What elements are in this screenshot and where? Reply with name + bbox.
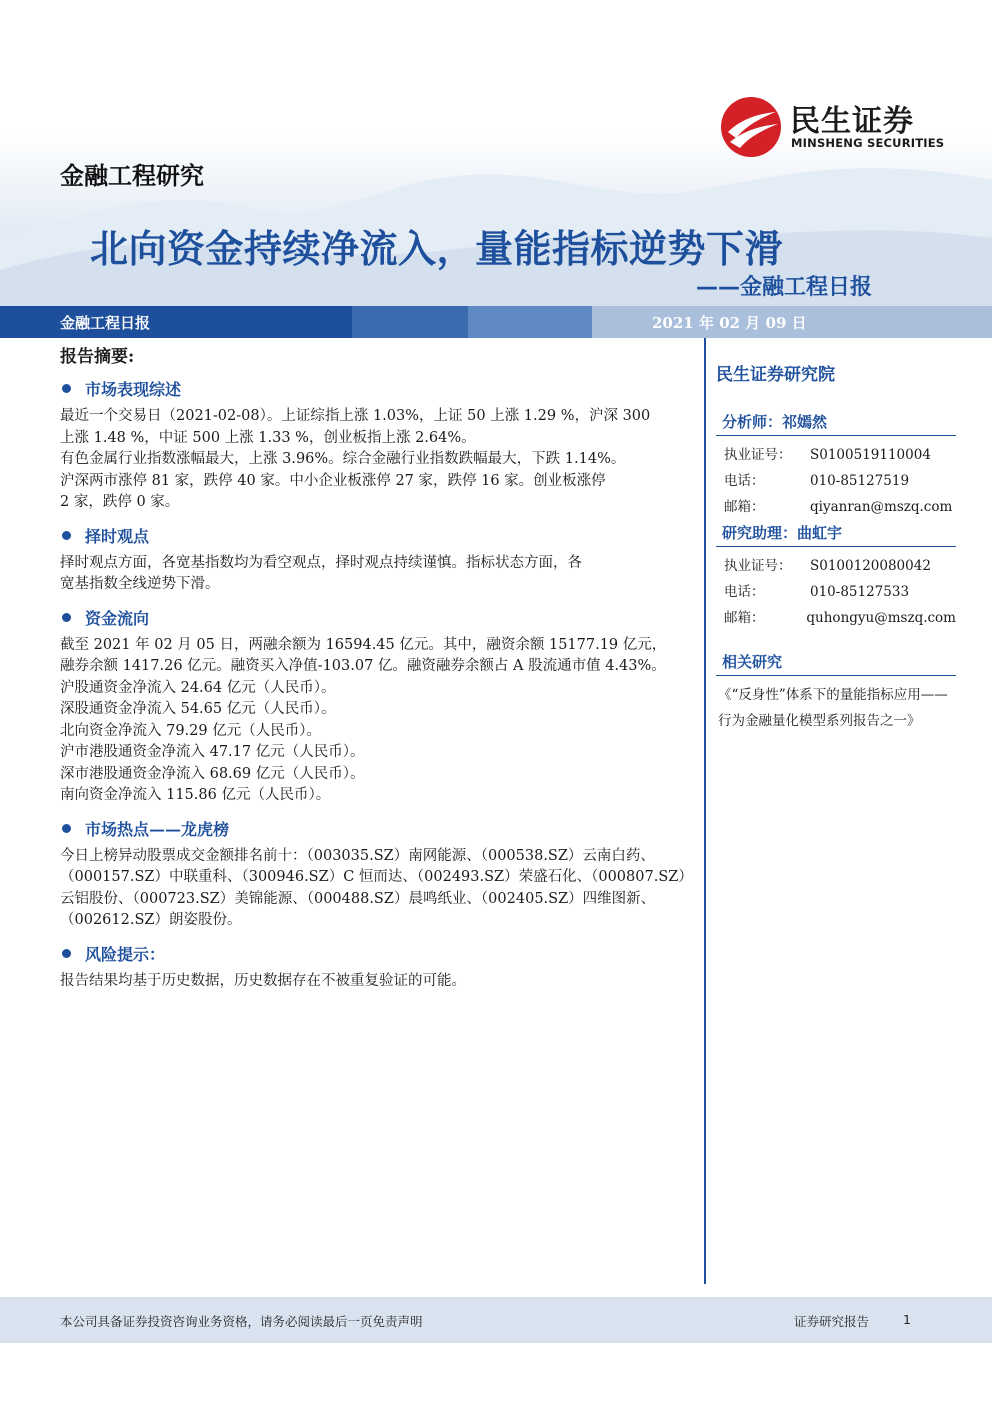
report-subtitle: ——金融工程日报 <box>695 275 872 300</box>
brand-logo <box>720 96 960 158</box>
footer-label: 证券研究报告 <box>794 1314 870 1329</box>
section-heading: 资金流向 <box>60 606 690 629</box>
institute-name: 民生证券研究院 <box>716 365 835 385</box>
section-heading: 市场热点——龙虎榜 <box>60 817 690 840</box>
footer-disclaimer: 本公司具备证券投资咨询业务资格，请务必阅读最后一页免责声明 <box>60 1314 423 1329</box>
report-date: 2021 年 02 月 09 日 <box>652 314 807 332</box>
section-body-risk: 报告结果均基于历史数据，历史数据存在不被重复验证的可能。 <box>60 972 466 989</box>
summary-column <box>60 342 693 992</box>
related-research-heading: 相关研究 <box>716 651 956 676</box>
analyst-email[interactable]: 邮箱： qiyanran@mszq.com <box>724 499 953 515</box>
brand-name-en: MINSHENG SECURITIES <box>791 136 945 150</box>
related-research-item[interactable]: 《“反身性”体系下的量能指标应用—— 行为金融量化模型系列报告之一》 <box>718 687 948 729</box>
bullet-icon <box>62 613 71 622</box>
page-number: 1 <box>903 1312 911 1327</box>
bullet-icon <box>62 824 71 833</box>
bullet-icon <box>62 384 71 393</box>
section-body-fund-flow: 截至 2021 年 02 月 05 日，两融余额为 16594.45 亿元。其中，融资余额 15177.19 亿元， 融券余额 1417.26 亿元。融资买入净值-103.07 亿。融资融券余额占 A 股流通市值 4.43%。 沪股通资金净流入 24.64 亿元（人民币）。 深股通资金净流入 54.65 亿元（人民币）。 北向资金净流入 79.29 亿元（人民币）。 沪市港股通资金净流入 47.17 亿元（人民币）。 深市港股通资金净流入 68.69 亿元（人民币）。 南向资金净流入 115.86 亿元（人民币）。 <box>60 636 667 803</box>
brand-name-cn: 民生证券 <box>790 104 914 139</box>
logo-icon <box>720 96 782 158</box>
assistant-heading: 研究助理：曲虹宇 <box>716 522 956 547</box>
bullet-icon <box>62 531 71 540</box>
section-heading: 风险提示： <box>60 942 690 965</box>
analyst-license: 执业证号： S0100519110004 <box>724 447 931 463</box>
report-title: 北向资金持续净流入，量能指标逆势下滑 <box>90 227 784 271</box>
assistant-email[interactable]: 邮箱： quhongyu@mszq.com <box>724 610 956 626</box>
section-body-hotspot: 今日上榜异动股票成交金额排名前十：（003035.SZ）南网能源、（000538.SZ）云南白药、 （000157.SZ）中联重科、（300946.SZ）C 恒而达、（002493.SZ）荣盛石化、（000807.SZ） 云铝股份、（000723.SZ）美锦能源、（000488.SZ）晨鸣纸业、（002405.SZ）四维图新、 （002612.SZ）朗姿股份。 <box>60 847 693 928</box>
report-category: 金融工程研究 <box>60 162 204 190</box>
column-divider <box>704 338 706 1284</box>
assistant-license: 执业证号： S0100120080042 <box>724 558 931 574</box>
bullet-icon <box>62 949 71 958</box>
section-body-market: 最近一个交易日（2021-02-08）。上证综指上涨 1.03%，上证 50 上涨 1.29 %，沪深 300 上涨 1.48 %，中证 500 上涨 1.33 %，创业板指上涨 2.64%。 有色金属行业指数涨幅最大，上涨 3.96%。综合金融行业指数跌幅最大，下跌 1.14%。 沪深两市涨停 81 家，跌停 40 家。中小企业板涨停 27 家，跌停 16 家。创业板涨停 2 家，跌停 0 家。 <box>60 408 651 510</box>
assistant-phone: 电话： 010-85127533 <box>724 584 910 600</box>
analyst-heading: 分析师：祁嫣然 <box>716 411 956 436</box>
section-heading: 市场表现综述 <box>60 377 690 400</box>
section-heading: 择时观点 <box>60 524 690 547</box>
section-body-timing: 择时观点方面，各宽基指数均为看空观点，择时观点持续谨慎。指标状态方面，各 宽基指数全线逆势下滑。 <box>60 554 582 592</box>
band-report-type: 金融工程日报 <box>60 314 151 332</box>
sidebar-column <box>716 352 956 734</box>
summary-heading: 报告摘要: <box>60 347 135 367</box>
analyst-phone: 电话： 010-85127519 <box>724 473 910 489</box>
